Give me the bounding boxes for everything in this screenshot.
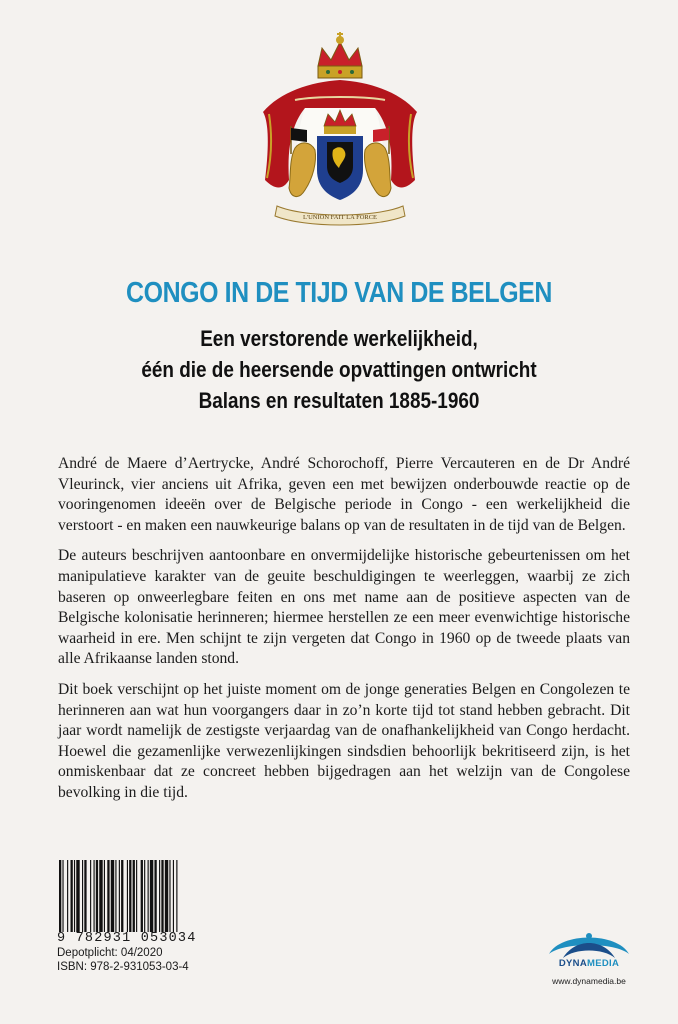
barcode-bar: [173, 860, 174, 932]
crest-motto: L'UNION FAIT LA FORCE: [302, 214, 378, 221]
barcode-bar: [104, 860, 105, 932]
barcode-icon: [57, 860, 232, 932]
isbn-label: ISBN: 978-2-931053-03-4: [57, 961, 189, 973]
barcode-bar: [133, 860, 135, 932]
barcode-bar: [159, 860, 160, 932]
barcode-bar: [148, 860, 149, 932]
subtitle-line: één die de heersende opvattingen ontwricht: [141, 357, 537, 382]
barcode-bar: [154, 860, 156, 932]
barcode-bar: [161, 860, 163, 932]
barcode-bar: [62, 860, 63, 932]
barcode-block: [57, 860, 232, 974]
barcode-bar: [67, 860, 68, 932]
book-title: CONGO IN DE TIJD VAN DE BELGEN: [126, 277, 552, 309]
barcode-bar: [127, 860, 128, 932]
blurb-paragraph: De auteurs beschrijven aantoonbare en onvermijdelijke historische gebeurtenissen om het manipulatieve karakter van de geuite beschuldigingen te weerleggen, waarbij ze zich baseren op onweerlegbare feiten en ons met name aan de positieve aspecten van de Belgische kolonisatie herinneren; hiermee herstellen ze een meer evenwichtige historische waarheid in ere. Men schijnt te zijn vergeten dat Congo in 1960 op de tweede plaats van alle Afrikaanse landen stond.: [58, 547, 630, 668]
barcode-bar: [115, 860, 116, 932]
barcode-bar: [74, 860, 75, 932]
barcode-bar: [94, 860, 95, 932]
barcode-bar: [141, 860, 143, 932]
blurb-paragraph: André de Maere d’Aertrycke, André Schorochoff, Pierre Vercauteren en de Dr André Vleurinck, vier anciens uit Afrika, geven een met bewijzen onderbouwde reactie op de vooringenomen ideeën over de Belgische periode in Congo - een werkelijkheid die verstoort - en maken een nauwkeurige balans op van de resultaten in de tijd van de Belgen.: [58, 455, 630, 534]
barcode-bar: [176, 860, 177, 932]
publisher-name: DYNAMEDIA: [558, 958, 620, 969]
barcode-bar: [71, 860, 73, 932]
blurb-paragraph: Dit boek verschijnt op het juiste moment om de jonge generaties Belgen en Congolezen te herinneren aan wat hun voorgangers daar in zo’n korte tijd tot stand hebben gebracht. Dit jaar wordt namelijk de zestigste verjaardag van de onafhankelijkheid van Congo herdacht. Hoewel die gezamenlijke verwezenlijkingen sindsdien behoorlijk bekritiseerd zijn, is het onmiskenbaar dat ze concreet hebben bijgedragen aan het welzijn van de Congolese bevolking in die tijd.: [58, 680, 630, 801]
barcode-bar: [107, 860, 109, 932]
barcode-digits: 9 782931 053034: [57, 931, 197, 946]
depot-label: Depotplicht: 04/2020: [57, 947, 163, 959]
barcode-bar: [169, 860, 170, 932]
subtitle-line: Een verstorende werkelijkheid,: [200, 326, 478, 351]
belgian-coat-of-arms-icon: [255, 30, 425, 230]
publisher-url: www.dynamedia.be: [552, 976, 626, 986]
barcode-bar: [150, 860, 153, 932]
barcode-bar: [144, 860, 145, 932]
barcode-bar: [111, 860, 114, 932]
barcode-bar: [96, 860, 98, 932]
barcode-bar: [84, 860, 86, 932]
barcode-bar: [82, 860, 83, 932]
barcode-bar: [90, 860, 91, 932]
barcode-bar: [119, 860, 120, 932]
barcode-bar: [76, 860, 79, 932]
barcode-bar: [129, 860, 131, 932]
barcode-bar: [165, 860, 168, 932]
blurb: [58, 454, 630, 814]
barcode-bar: [136, 860, 137, 932]
barcode-bar: [121, 860, 123, 932]
subtitle-line: Balans en resultaten 1885-1960: [198, 388, 480, 413]
barcode-bar: [59, 860, 61, 932]
publisher-block: [534, 924, 644, 986]
barcode-bar: [99, 860, 102, 932]
book-subtitle: [47, 323, 630, 416]
